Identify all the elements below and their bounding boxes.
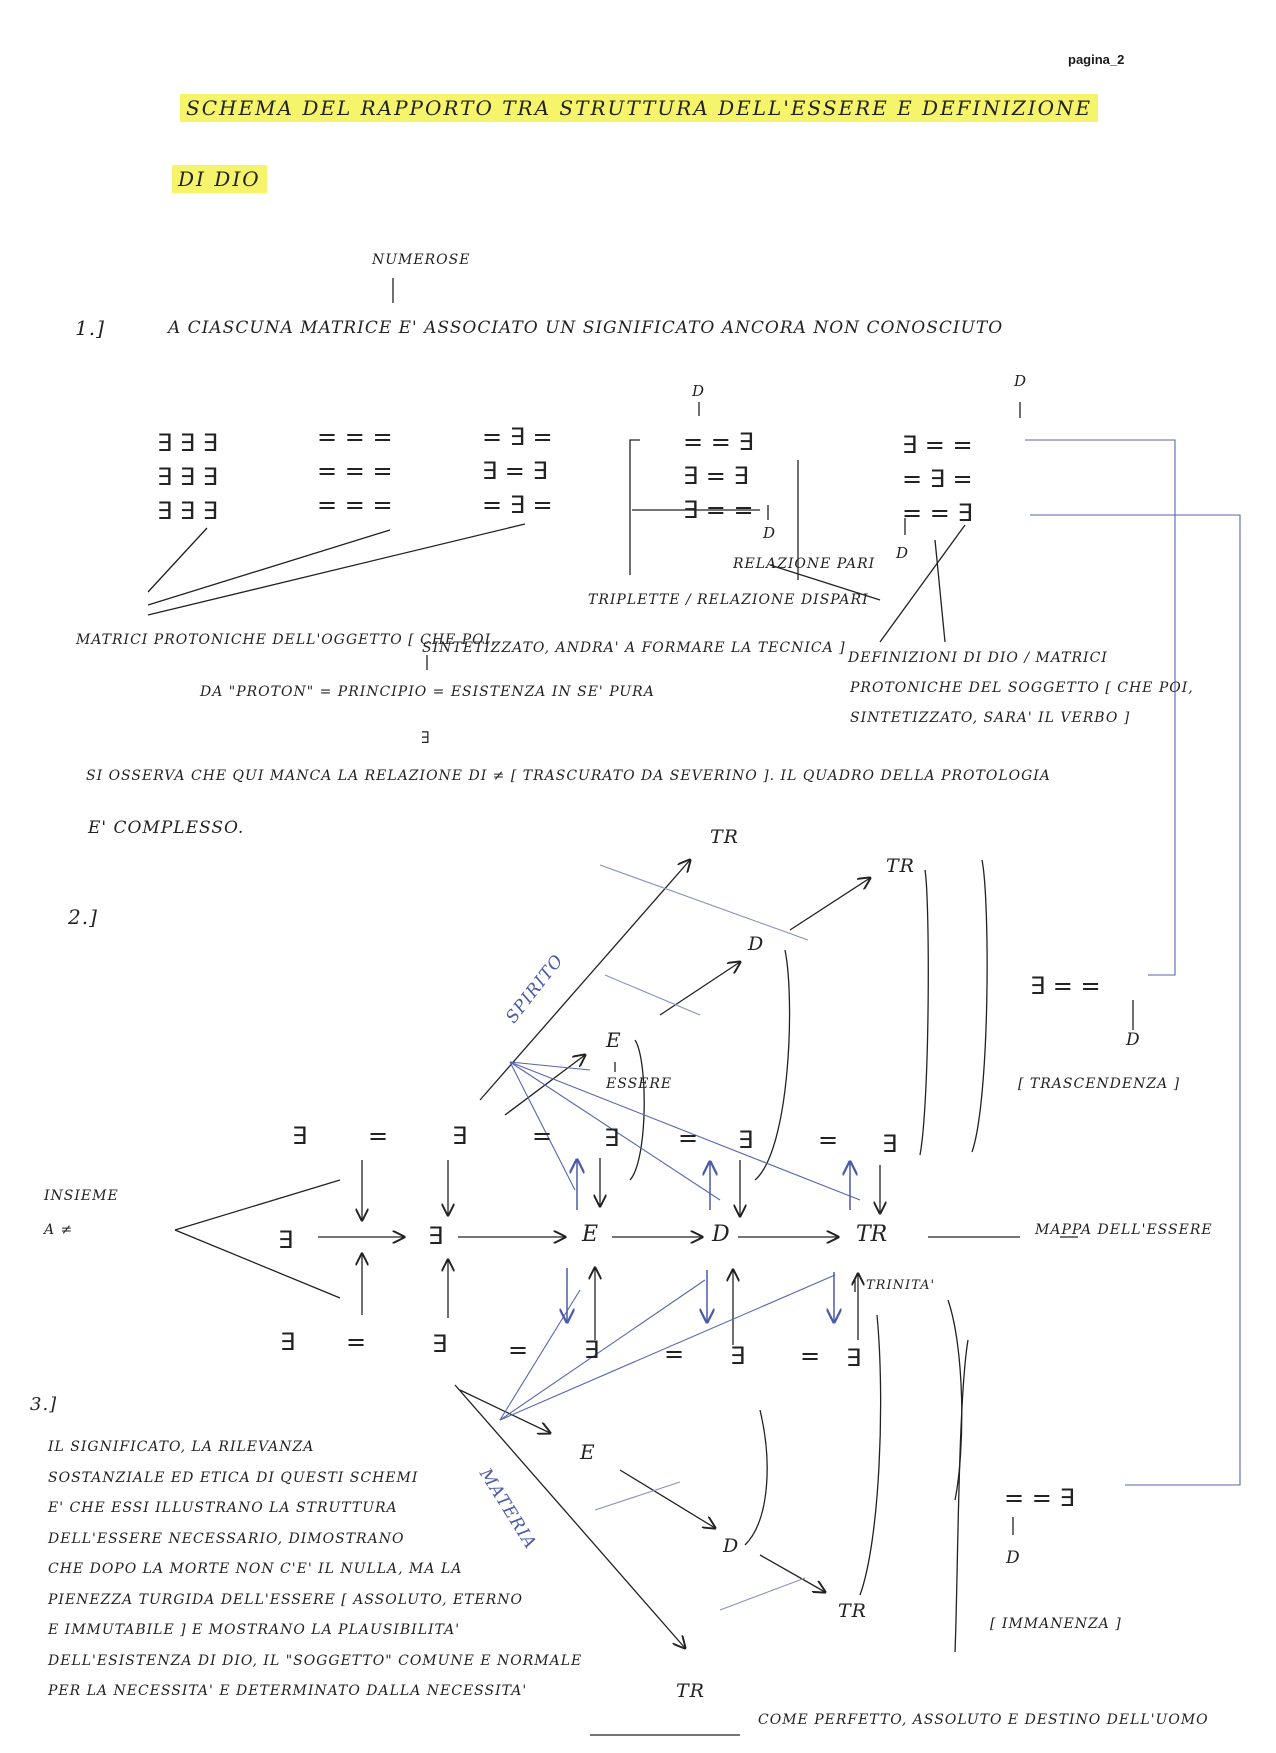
tr-label: TR (676, 1680, 705, 1702)
d-mark: D (1014, 372, 1027, 390)
spirito-label: SPIRITO (502, 950, 568, 1028)
matrix-4: = = ∃ ∃ = ∃ ∃ = = (683, 428, 754, 524)
section-3-final: COME PERFETTO, ASSOLUTO E DESTINO DELL'UOMO (758, 1712, 1209, 1728)
tr-label: TR (838, 1600, 867, 1622)
d-label: D (748, 933, 765, 955)
page-number: pagina_2 (1068, 52, 1125, 67)
section-2-number: 2.] (68, 905, 98, 929)
immanenza-label: [ IMMANENZA ] (990, 1616, 1122, 1632)
insert-word: NUMEROSE (372, 252, 471, 268)
section-1-sentence: A CIASCUNA MATRICE E' ASSOCIATO UN SIGNIFICATO ANCORA NON CONOSCIUTO (168, 318, 1004, 338)
section-1-number: 1.] (75, 316, 105, 340)
immanenza-symbols: = = ∃ (1004, 1484, 1075, 1512)
trinita-label: TRINITA' (866, 1278, 936, 1293)
matrix-2: = = = = = = = = = (317, 423, 393, 519)
trascendenza-d: D (1126, 1030, 1141, 1050)
trascendenza-label: [ TRASCENDENZA ] (1018, 1076, 1181, 1092)
label-relazione-pari: RELAZIONE PARI (733, 556, 876, 572)
d-mark: D (763, 524, 776, 542)
label-matrici-oggetto-1: MATRICI PROTONICHE DELL'OGGETTO [ CHE POI, (76, 632, 497, 648)
title-line-1: SCHEMA DEL RAPPORTO TRA STRUTTURA DELL'ESSERE E DEFINIZIONE (180, 96, 1098, 120)
matrix-5: ∃ = = = ∃ = = = ∃ (902, 431, 973, 527)
observation-line-1: SI OSSERVA CHE QUI MANCA LA RELAZIONE DI ≠ [ TRASCURATO DA SEVERINO ]. IL QUADRO DELLA PROTOLOGIA (86, 768, 1051, 784)
section-3-text: IL SIGNIFICATO, LA RILEVANZA SOSTANZIALE ED ETICA DI QUESTI SCHEMI E' CHE ESSI ILLUSTRANO LA STRUTTURA DELL'ESSERE NECESSARIO, DIMOSTRANO CHE DOPO LA MORTE NON C'E' IL NULLA, MA LA PIENEZZA TURGIDA DELL'ESSERE [ ASSOLUTO, ETERNO E IMMUTABILE ] E MOSTRANO LA PLAUSIBILITA' DELL'ESISTENZA DI DIO, IL "SOGGETTO" COMUNE E NORMALE PER LA NECESSITA' E DETERMINATO DALLA NECESSITA' (48, 1439, 583, 1699)
d-mark: D (896, 544, 909, 562)
label-proton-symbol: ∃ (421, 728, 430, 747)
observation-line-2: E' COMPLESSO. (88, 818, 245, 838)
matrix-3: = ∃ = ∃ = ∃ = ∃ = (482, 423, 553, 519)
tr-label: TR (710, 826, 739, 848)
materia-label: MATERIA (475, 1465, 541, 1554)
essere-label: ESSERE (606, 1076, 673, 1092)
e-label: E (580, 1440, 596, 1464)
label-definizioni-dio-1: DEFINIZIONI DI DIO / MATRICI (848, 650, 1108, 666)
label-proton: DA "PROTON" = PRINCIPIO = ESISTENZA IN SE' PURA (200, 684, 655, 700)
trascendenza-symbols: ∃ = = (1030, 972, 1101, 1000)
title-line-2: DI DIO (172, 167, 267, 191)
section-3-number: 3.] (30, 1394, 58, 1415)
d-mark: D (692, 382, 705, 400)
label-triplette: TRIPLETTE / RELAZIONE DISPARI (588, 592, 869, 608)
matrix-1: ∃ ∃ ∃ ∃ ∃ ∃ ∃ ∃ ∃ (157, 429, 218, 525)
e-label: E (606, 1028, 622, 1052)
d-label: D (723, 1535, 740, 1557)
insieme-label-2: A ≠ (44, 1222, 74, 1238)
label-matrici-oggetto-2: SINTETIZZATO, ANDRA' A FORMARE LA TECNICA ] (422, 640, 846, 656)
label-definizioni-dio-3: SINTETIZZATO, SARA' IL VERBO ] (850, 710, 1131, 726)
immanenza-d: D (1006, 1548, 1021, 1568)
insieme-label-1: INSIEME (44, 1188, 119, 1204)
label-definizioni-dio-2: PROTONICHE DEL SOGGETTO [ CHE POI, (850, 680, 1194, 696)
tr-label: TR (886, 855, 915, 877)
mappa-label: MAPPA DELL'ESSERE (1035, 1222, 1213, 1238)
